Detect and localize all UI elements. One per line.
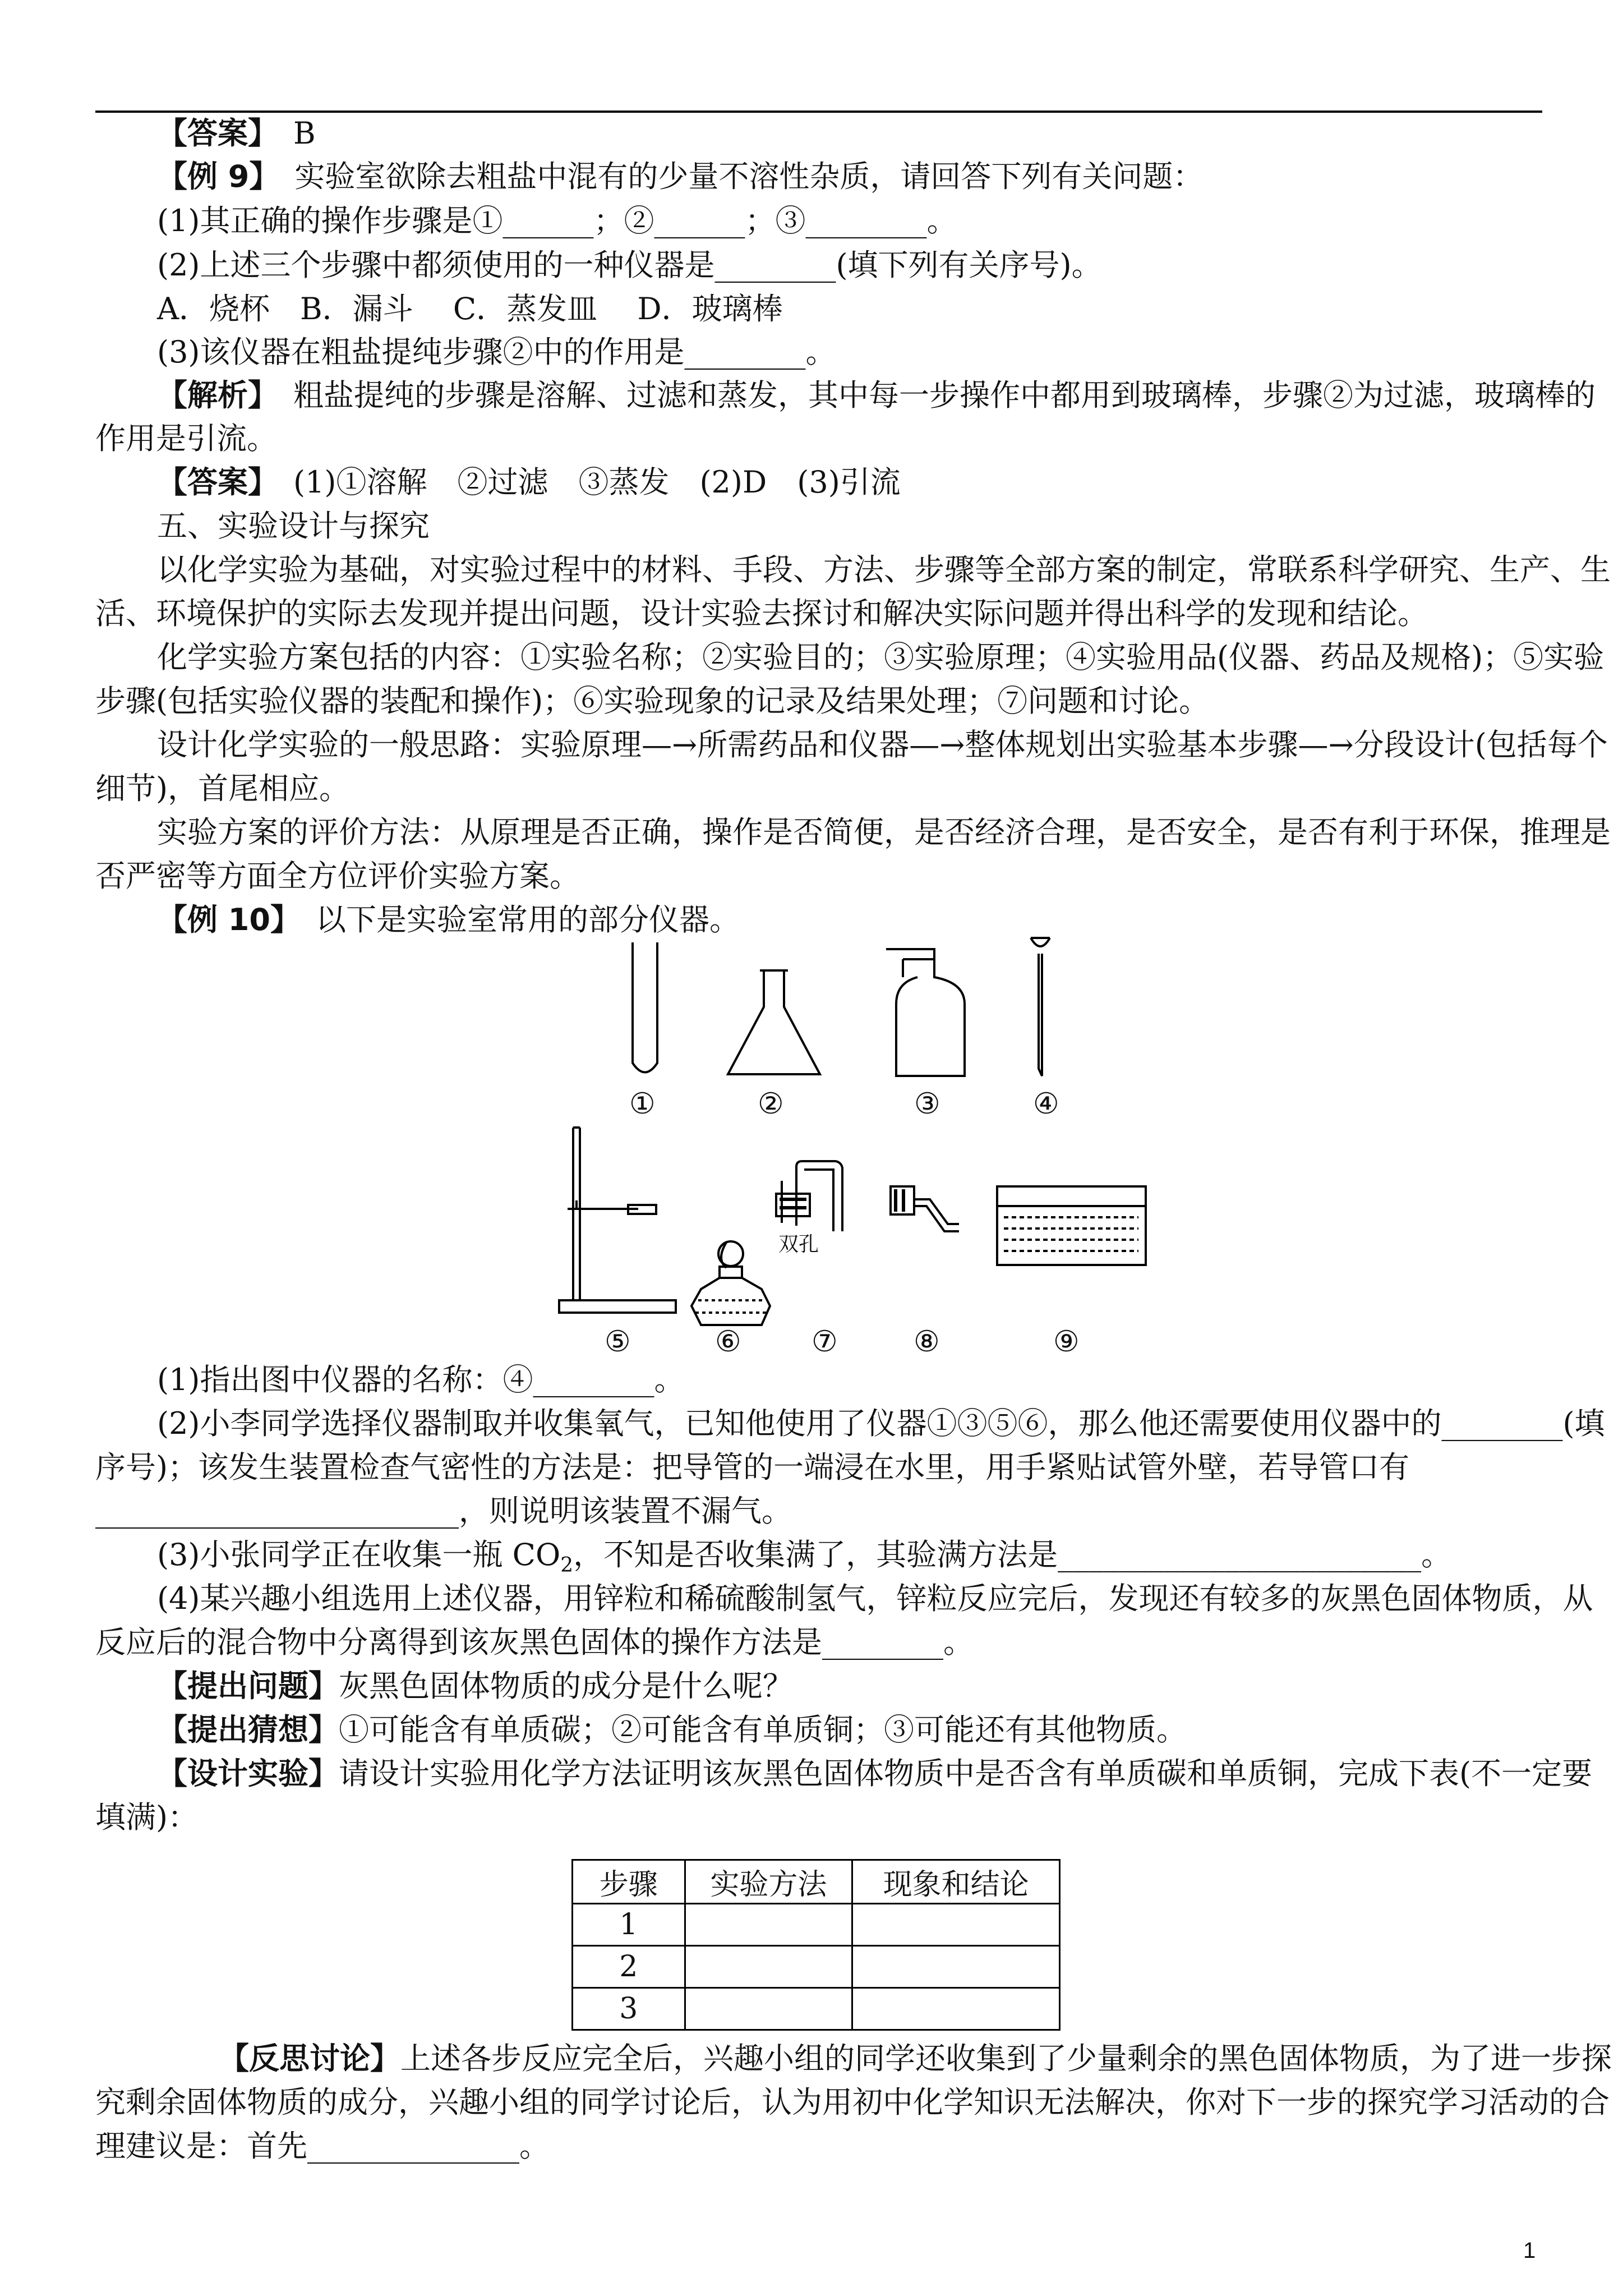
sub-question-4: (4)某兴趣小组选用上述仪器，用锌粒和稀硫酸制氢气，锌粒反应完后，发现还有较多的灰黑色固体物质，从 [157,1581,1593,1616]
analysis-text: 粗盐提纯的步骤是溶解、过滤和蒸发，其中每一步操作中都用到玻璃棒，步骤②为过滤，玻璃棒的 [293,378,1596,413]
paragraph-3: 设计化学实验的一般思路：实验原理—→所需药品和仪器—→整体规划出实验基本步骤—→分段设计(包括每个 [157,727,1608,762]
design-experiment [157,1752,1592,1795]
hypothesis [157,1709,1187,1751]
figure-label-5: ⑤ [605,1325,631,1359]
hypothesis-text: ①可能含有单质碳；②可能含有单质铜；③可能还有其他物质。 [339,1712,1187,1747]
paragraph-1: 以化学实验为基础，对实验过程中的材料、手段、方法、步骤等全部方案的制定，常联系科学研究、生产、生 [157,552,1611,587]
analysis-tag: 【解析】 [157,378,263,413]
figure-label-3: ③ [914,1087,940,1121]
iron-stand-icon [559,1128,676,1313]
table-header-row [573,1860,1060,1904]
analysis-cont: 作用是引流。 [95,421,277,456]
funnel-icon [1031,938,1050,1076]
question-3: (3)该仪器在粗盐提纯步骤②中的作用是________。 [157,334,836,370]
table-cell: 3 [573,1988,685,2030]
experiment-table [571,1859,1061,2031]
sub-question-2-cont: 序号)；该发生装置检查气密性的方法是：把导管的一端浸在水里，用手紧贴试管外壁，若导管口有 [95,1450,1410,1485]
table-cell: 1 [573,1904,685,1946]
design-experiment-cont: 填满)： [95,1800,199,1835]
reflection [219,2037,1612,2080]
table-cell: 2 [573,1946,685,1988]
figure-label-4: ④ [1033,1087,1059,1121]
figure-label-7: ⑦ [811,1325,838,1359]
test-tube-icon [633,942,657,1073]
figure-label-1: ① [629,1087,656,1121]
table-cell [685,1946,852,1988]
table-header: 实验方法 [685,1860,852,1904]
sub-question-1: (1)指出图中仪器的名称：④________。 [157,1362,685,1397]
stopper-bent-tube-icon [891,1186,959,1231]
table-row [573,1904,1060,1946]
two-hole-stopper-icon [776,1161,842,1231]
table-header: 步骤 [573,1860,685,1904]
conical-flask-icon [728,970,820,1074]
table-cell [685,1988,852,2030]
sub-question-3-a: (3)小张同学正在收集一瓶 CO [157,1537,561,1572]
raise-question [157,1665,793,1708]
paragraph-2-cont: 步骤(包括实验仪器的装配和操作)；⑥实验现象的记录及结果处理；⑦问题和讨论。 [95,683,1210,719]
raise-question-tag: 【提出问题】 [157,1668,339,1704]
sub-question-3-b: ，不知是否收集满了，其验满方法是________________________。 [573,1537,1452,1572]
paragraph-2: 化学实验方案包括的内容：①实验名称；②实验目的；③实验原理；④实验用品(仪器、药品及规格)；⑤实验 [157,639,1604,675]
example-text: 实验室欲除去粗盐中混有的少量不溶性杂质，请回答下列有关问题： [294,159,1204,194]
table-header: 现象和结论 [852,1860,1060,1904]
table-cell [852,1904,1060,1946]
answer-tag: 【答案】 [157,464,263,500]
paragraph-1-cont: 活、环境保护的实际去发现并提出问题，设计实验去探讨和解决实际问题并得出科学的发现和结论。 [95,596,1428,631]
design-tag: 【设计实验】 [157,1756,339,1791]
example-text: 以下是实验室常用的部分仪器。 [315,902,740,937]
raise-question-text: 灰黑色固体物质的成分是什么呢？ [339,1668,793,1704]
design-text: 请设计实验用化学方法证明该灰黑色固体物质中是否含有单质碳和单质铜，完成下表(不一定要 [339,1756,1593,1791]
page-number: 1 [1523,2238,1536,2263]
reflection-cont2: 理建议是：首先______________。 [95,2128,550,2164]
figure-label-2: ② [758,1087,784,1121]
figure-label-9: ⑨ [1053,1325,1080,1359]
paragraph-3-cont: 细节)，首尾相应。 [95,771,350,806]
example-tag: 【例 9】 [157,159,265,194]
reflection-tag: 【反思讨论】 [219,2041,400,2076]
gas-jar-icon [886,949,965,1076]
figure-label-8: ⑧ [914,1325,940,1359]
table-row [573,1946,1060,1988]
figure-label-6: ⑥ [715,1325,741,1359]
water-trough-icon [997,1186,1146,1265]
table-cell [852,1988,1060,2030]
question-2-options: A．烧杯 B．漏斗 C．蒸发皿 D．玻璃棒 [157,291,783,326]
stopper-text: 双孔 [778,1233,819,1256]
reflection-text: 上述各步反应完全后，兴趣小组的同学还收集到了少量剩余的黑色固体物质，为了进一步探 [400,2041,1612,2076]
answer-value: B [293,116,316,151]
subscript: 2 [560,1553,574,1577]
sub-question-2: (2)小李同学选择仪器制取并收集氧气，已知他使用了仪器①③⑤⑥，那么他还需要使用仪器中的________(填 [157,1406,1605,1441]
answer-value: (1)①溶解 ②过滤 ③蒸发 (2)D (3)引流 [293,464,901,500]
section-heading: 五、实验设计与探究 [157,508,430,544]
paragraph-4: 实验方案的评价方法：从原理是否正确，操作是否简便，是否经济合理，是否安全，是否有利于环保，推理是 [157,815,1611,850]
question-1: (1)其正确的操作步骤是①______；②______；③________。 [157,203,957,238]
question-2: (2)上述三个步骤中都须使用的一种仪器是________(填下列有关序号)。 [157,247,1102,283]
sub-question-2-cont2: ________________________，则说明该装置不漏气。 [95,1493,792,1529]
alcohol-lamp-icon [691,1241,770,1325]
hypothesis-tag: 【提出猜想】 [157,1712,339,1747]
table-cell [852,1946,1060,1988]
sub-question-4-cont: 反应后的混合物中分离得到该灰黑色固体的操作方法是________。 [95,1625,974,1660]
reflection-cont: 究剩余固体物质的成分，兴趣小组的同学讨论后，认为用初中化学知识无法解决，你对下一步的探究学习活动的合 [95,2085,1610,2120]
paragraph-4-cont: 否严密等方面全方位评价实验方案。 [95,858,580,894]
table-row [573,1988,1060,2030]
answer-tag: 【答案】 [157,116,263,151]
example-tag: 【例 10】 [157,902,285,937]
table-cell [685,1904,852,1946]
